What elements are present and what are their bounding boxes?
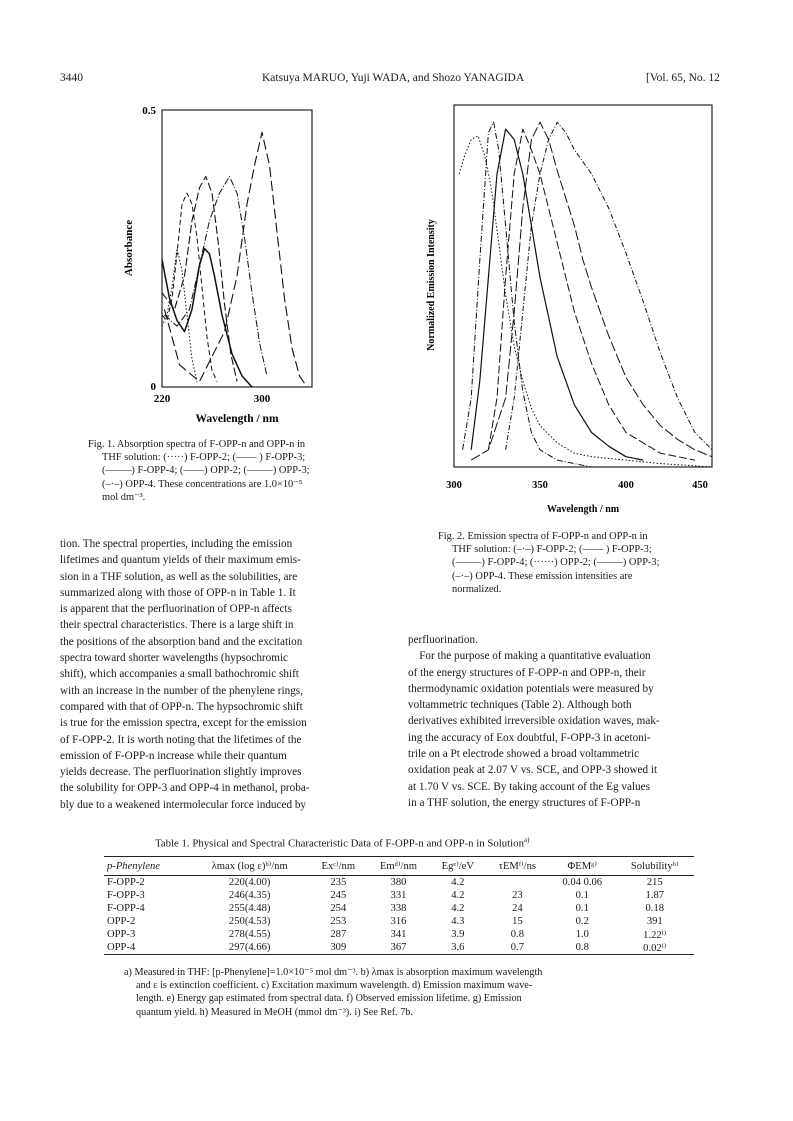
fig1-ylabel: Absorbance xyxy=(123,219,135,277)
fig2-xlabel: Wavelength / nm xyxy=(546,504,620,515)
body-line: sion in a THF solution, as well as the solubilities, are xyxy=(60,570,298,583)
journal-volume: [Vol. 65, No. 12 xyxy=(646,72,720,84)
table-row xyxy=(104,876,694,890)
body-line: lifetimes and quantum yields of their maximum emis- xyxy=(60,554,301,567)
table-cell: 245 xyxy=(330,890,347,901)
body-line: of the energy structures of F-OPP-n and OPP-n, their xyxy=(408,666,646,679)
table-cell: 250(4.53) xyxy=(228,916,271,927)
series-line-opp-4 xyxy=(506,122,712,450)
table1-col-header: Solubilityʰ⁾ xyxy=(616,857,694,876)
table1-note-line: and ε is extinction coefficient. c) Excitation maximum wavelength. d) Emission maximum wave- xyxy=(136,980,533,992)
table-cell: 1.0 xyxy=(575,929,589,940)
table-cell: 367 xyxy=(367,941,430,955)
running-authors: Katsuya MARUO, Yuji WADA, and Shozo YANAGIDA xyxy=(262,72,525,84)
table1-title-text: Table 1. Physical and Spectral Characteristic Data of F-OPP-n and OPP-n in Solution xyxy=(155,837,524,850)
body-line: of F-OPP-2. It is worth noting that the lifetimes of the xyxy=(60,733,302,746)
series-line-opp-4 xyxy=(165,132,308,387)
table-cell: 254 xyxy=(330,903,347,914)
page-number: 3440 xyxy=(60,72,83,84)
table1 xyxy=(104,856,694,955)
table1-col-header: τEMᶠ⁾/ns xyxy=(486,857,549,876)
table-cell: 338 xyxy=(390,903,407,914)
fig1-ytick-bottom: 0 xyxy=(150,381,156,393)
body-line: emission of F-OPP-n increase while their quantum xyxy=(60,749,287,762)
table-cell: 24 xyxy=(512,903,523,914)
table1-title xyxy=(155,836,529,850)
table-cell: 220(4.00) xyxy=(228,877,271,888)
table-cell: 380 xyxy=(390,877,407,888)
body-line: compared with that of OPP-n. The hypsochromic shift xyxy=(60,700,303,713)
body-line: at 1.70 V vs. SCE. By taking account of the Eg values xyxy=(408,780,650,793)
table1-note-line: quantum yield. h) Measured in MeOH (mmol dm⁻³). i) See Ref. 7b. xyxy=(136,1006,413,1018)
table-cell: 278(4.55) xyxy=(228,929,271,940)
fig1-absorption-chart xyxy=(110,100,320,435)
table-cell: 297(4.66) xyxy=(190,941,310,955)
table-row xyxy=(104,902,694,915)
body-line: trile on a Pt electrode showed a broad voltammetric xyxy=(408,748,640,761)
fig1-xtick-300: 300 xyxy=(253,393,271,405)
body-line: the positions of the absorption band and the excitation xyxy=(60,635,303,648)
fig1-caption xyxy=(88,438,388,504)
right-column-text xyxy=(408,632,734,811)
fig1-caption-line: (–·–) OPP-4. These concentrations are 1.0×10⁻⁵ xyxy=(102,478,303,490)
table1-note-line: length. e) Energy gap estimated from spectral data. f) Observed emission lifetime. g) Emission xyxy=(136,993,522,1005)
fig1-xtick-220: 220 xyxy=(153,393,171,405)
table-cell: 255(4.48) xyxy=(228,903,271,914)
table-cell: OPP-4 xyxy=(104,941,190,955)
fig1-series-group xyxy=(162,132,307,387)
fig1-caption-line: mol dm⁻³. xyxy=(102,491,146,503)
table1-notes xyxy=(124,966,684,1019)
table1-col-header: λmax (log ε)ᵇ⁾/nm xyxy=(190,857,310,876)
fig2-ylabel: Normalized Emission Intensity xyxy=(426,219,437,351)
series-line-f-opp-2 xyxy=(162,249,197,382)
fig2-xtick-350: 350 xyxy=(532,480,548,491)
body-line: tion. The spectral properties, including the emission xyxy=(60,538,293,550)
table-cell: 316 xyxy=(390,916,407,927)
body-line: is apparent that the perfluorination of OPP-n affects xyxy=(60,603,292,616)
table-cell: OPP-2 xyxy=(107,916,136,927)
table1-note-line: a) Measured in THF: [p-Phenylene]=1.0×10⁻⁵ mol dm⁻³. b) λmax is absorption maximum wavelength xyxy=(124,967,543,978)
table1-header-row xyxy=(104,857,694,876)
body-line: spectra toward shorter wavelengths (hypsochromic xyxy=(60,652,289,665)
table-row xyxy=(104,889,694,902)
body-line: bly due to a weakened intermolecular force induced by xyxy=(60,798,307,811)
table-cell: OPP-3 xyxy=(107,929,136,940)
table-cell: 246(4.35) xyxy=(228,890,271,901)
fig2-caption-line: Fig. 2. Emission spectra of F-OPP-n and OPP-n in xyxy=(438,531,648,542)
left-column-text xyxy=(60,536,392,813)
table-cell xyxy=(486,876,549,890)
table-cell: 1.87 xyxy=(645,890,665,901)
body-line: ing the accuracy of Eox doubtful, F-OPP-3 in acetoni- xyxy=(408,731,651,744)
table-cell: 0.8 xyxy=(510,929,524,940)
body-line: shift), which accompanies a small bathochromic shift xyxy=(60,668,299,681)
table-cell: 0.1 xyxy=(575,890,589,901)
fig2-emission-chart xyxy=(418,100,718,525)
table-cell: 0.7 xyxy=(486,941,549,955)
body-line: is true for the emission spectra, except for the emission xyxy=(60,717,307,730)
table-row xyxy=(104,941,694,955)
table-cell: 1.22ⁱ⁾ xyxy=(643,929,667,941)
table-cell: 0.04 0.06 xyxy=(562,877,603,888)
table1-col-header: Emᵈ⁾/nm xyxy=(367,857,430,876)
body-line: oxidation peak at 2.07 V vs. SCE, and OPP-3 showed it xyxy=(408,764,658,777)
table-cell: 4.2 xyxy=(451,877,465,888)
table-cell: 0.18 xyxy=(645,903,665,914)
table-cell: 0.02ⁱ⁾ xyxy=(616,941,694,955)
fig2-caption xyxy=(438,530,734,596)
body-line: with an increase in the number of the phenylene rings, xyxy=(60,684,303,697)
table-cell: 15 xyxy=(512,916,523,927)
body-line: yields decrease. The perfluorination slightly improves xyxy=(60,766,302,779)
table1-col-header: Exᶜ⁾/nm xyxy=(309,857,367,876)
fig1-xlabel: Wavelength / nm xyxy=(195,413,279,425)
body-line: their spectral characteristics. There is a large shift in xyxy=(60,619,294,632)
table-cell: 0.8 xyxy=(549,941,616,955)
table1-title-footnote: a) xyxy=(523,836,530,844)
fig1-caption-line: Fig. 1. Absorption spectra of F-OPP-n and OPP-n in xyxy=(88,439,306,450)
series-line-opp-3 xyxy=(471,122,712,460)
body-line: summarized along with those of OPP-n in Table 1. It xyxy=(60,586,296,599)
series-line-f-opp-3 xyxy=(162,193,217,381)
table-cell: 3.6 xyxy=(430,941,486,955)
fig2-xtick-300: 300 xyxy=(446,480,462,491)
series-line-f-opp-4 xyxy=(162,177,237,382)
fig2-series-group xyxy=(459,122,712,467)
fig2-caption-line: (——–) F-OPP-4; (······) OPP-2; (——–) OPP-3; xyxy=(452,557,660,569)
table-cell: 0.2 xyxy=(575,916,589,927)
series-line-f-opp-3 xyxy=(471,129,643,460)
table-cell: F-OPP-2 xyxy=(107,877,145,888)
body-line: voltammetric techniques (Table 2). Although both xyxy=(408,699,632,712)
table1-col-header: p-Phenylene xyxy=(104,857,190,876)
series-line-opp-3 xyxy=(165,177,268,376)
fig1-caption-line: THF solution: (·····) F-OPP-2; (—— ) F-OPP-3; xyxy=(102,452,306,464)
table1-col-header: Egᵉ⁾/eV xyxy=(430,857,486,876)
body-line: thermodynamic oxidation potentials were measured by xyxy=(408,682,654,695)
table-cell: 287 xyxy=(330,929,347,940)
fig2-xtick-400: 400 xyxy=(618,480,634,491)
table-row xyxy=(104,928,694,941)
table-cell: F-OPP-4 xyxy=(107,903,145,914)
fig1-caption-line: (——–) F-OPP-4; (——) OPP-2; (—–—) OPP-3; xyxy=(102,465,310,477)
table-cell: 309 xyxy=(309,941,367,955)
table-cell: 253 xyxy=(330,916,347,927)
body-line: For the purpose of making a quantitative evaluation xyxy=(408,650,651,663)
fig2-caption-line: THF solution: (–·–) F-OPP-2; (—— ) F-OPP-3; xyxy=(452,544,652,556)
fig1-plot-frame xyxy=(162,110,312,387)
table-cell: 23 xyxy=(512,890,523,901)
body-line: perfluorination. xyxy=(408,634,478,646)
table-cell: 3.9 xyxy=(451,929,465,940)
series-line-f-opp-4 xyxy=(488,129,694,460)
fig2-xtick-450: 450 xyxy=(692,480,708,491)
fig2-caption-line: normalized. xyxy=(452,583,502,595)
fig2-caption-line: (–·–) OPP-4. These emission intensities are xyxy=(452,570,633,582)
table-cell: 391 xyxy=(646,916,663,927)
table-cell: 4.3 xyxy=(451,916,465,927)
table1-col-header: ΦEMᵍ⁾ xyxy=(549,857,616,876)
fig1-ytick-top: 0.5 xyxy=(142,105,156,117)
table-cell: 4.2 xyxy=(451,903,465,914)
body-line: in a THF solution, the energy structures of F-OPP-n xyxy=(408,796,641,809)
fig2-plot-frame xyxy=(454,105,712,467)
table-cell: F-OPP-3 xyxy=(107,890,145,901)
table-cell: 0.1 xyxy=(575,903,589,914)
table-cell: 4.2 xyxy=(451,890,465,901)
series-line-opp-2 xyxy=(459,136,712,467)
body-line: derivatives exhibited irreversible oxidation waves, mak- xyxy=(408,715,660,728)
table-cell: 341 xyxy=(390,929,407,940)
table-cell: 215 xyxy=(646,877,663,888)
body-line: the solubility for OPP-3 and OPP-4 in methanol, proba- xyxy=(60,782,310,795)
table-cell: 235 xyxy=(330,877,347,888)
table-cell: 331 xyxy=(390,890,407,901)
table-row xyxy=(104,915,694,928)
